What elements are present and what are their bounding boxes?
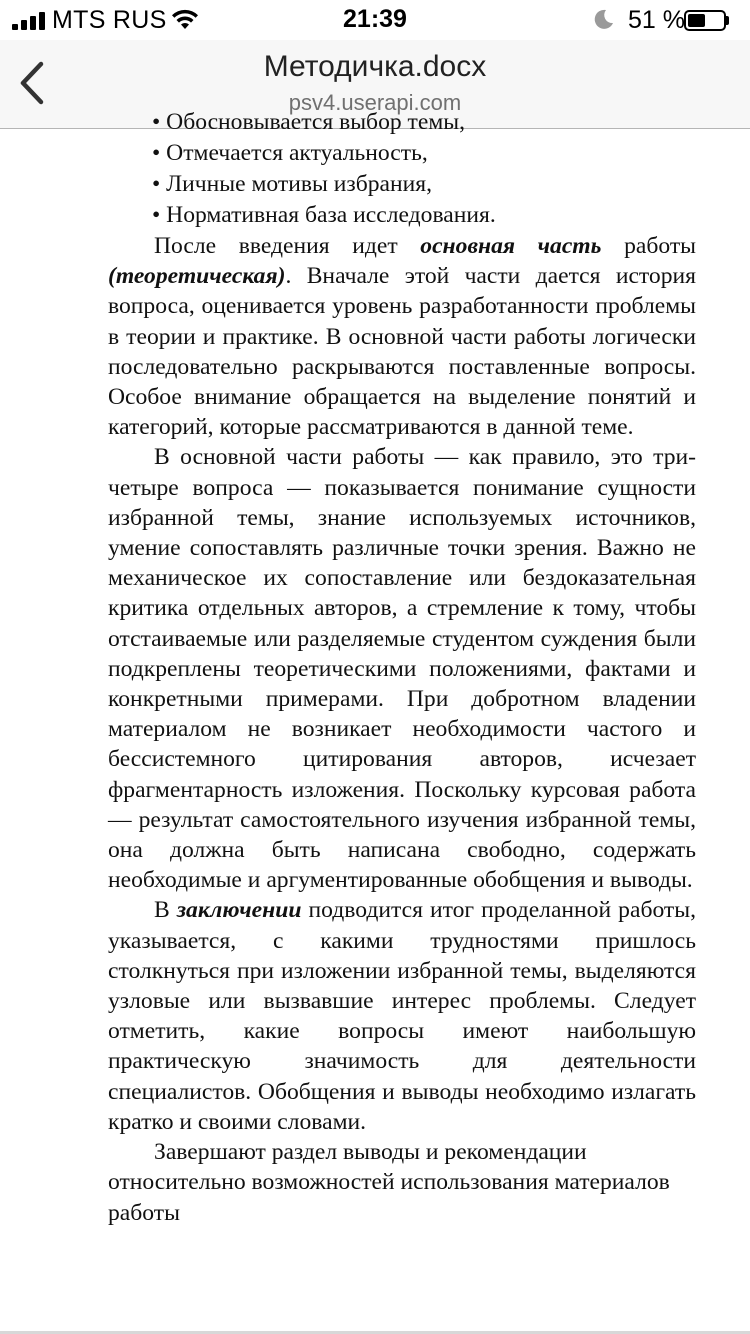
clock: 21:39 bbox=[343, 5, 407, 33]
paragraph-main-part-details: В основной части работы — как правило, это три-четыре вопроса — показывается понимание сущности избранной темы, знание используемых источников, умение сопоставлять различные точки зрения. Важно не механическое их сопоставление или бездоказательная критика отдельных авторов, а стремление к тому, чтобы отстаиваемые или разделяемые студентом суждения были подкреплены теоретическими положениями, фактами и конкретными примерами. При добротном владении материалом не возникает необходимости частого и бессистемного цитирования авторов, исчезает фрагментарность изложения. Поскольку курсовая работа — результат самостоятельного изучения избранной темы, она должна быть написана свободно, содержать необходимые и аргументированные обобщения и выводы. bbox=[108, 444, 696, 894]
moon-icon bbox=[593, 8, 615, 30]
carrier-name: MTS RUS bbox=[52, 6, 167, 34]
document-title: Методичка.docx bbox=[263, 50, 487, 83]
bullet-item: • Нормативная база исследования. bbox=[152, 202, 496, 228]
paragraph-final: Завершают раздел выводы и рекомендации относительно возможностей использования материалов работы bbox=[108, 1139, 670, 1226]
battery-icon bbox=[684, 10, 728, 31]
bullet-item-cut: • Обосновывается выбор темы, bbox=[152, 109, 466, 135]
document-viewer[interactable] bbox=[0, 109, 750, 1331]
status-bar bbox=[0, 0, 750, 40]
document-page bbox=[108, 107, 696, 1228]
paragraph-conclusion: В заключении подводится итог проделанной работы, указывается, с какими трудностями пришлось столкнуться при изложении избранной темы, выделяются узловые или вызвавшие интерес проблемы. Следует отметить, какие вопросы имеют наибольшую практическую значимость для деятельности специалистов. Обобщения и выводы необходимо излагать кратко и своими словами. bbox=[108, 897, 696, 1135]
battery-percentage: 51 % bbox=[628, 6, 685, 34]
paragraph-main-part: После введения идет основная часть работы (теоретическая). Вначале этой части дается история вопроса, оценивается уровень разработанности проблемы в теории и практике. В основной части работы логически последовательно раскрываются поставленные вопросы. Особое внимание обращается на выделение понятий и категорий, которые рассматриваются в данной теме. bbox=[108, 233, 696, 441]
bullet-item: • Личные мотивы избрания, bbox=[152, 171, 432, 197]
document-host: psv4.userapi.com bbox=[288, 90, 462, 115]
bullet-item: • Отмечается актуальность, bbox=[152, 140, 428, 166]
